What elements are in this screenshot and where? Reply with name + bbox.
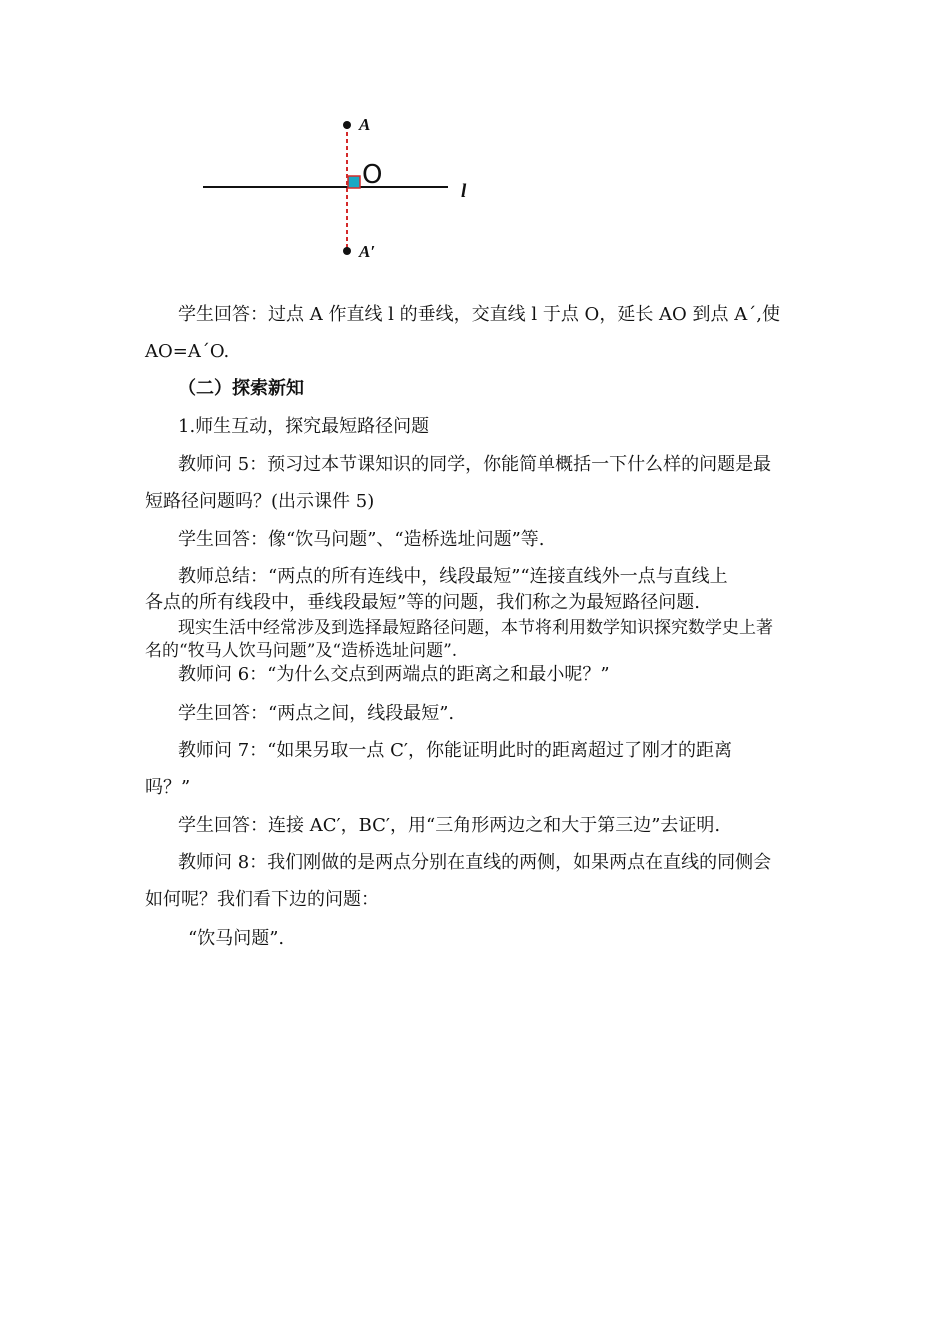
- context-line2: 名的“牧马人饮马问题”及“造桥选址问题”.: [145, 641, 458, 661]
- teacher-summary-line1: 教师总结：“两点的所有连线中，线段最短”“连接直线外一点与直线上: [178, 566, 728, 587]
- right-angle-square: [348, 176, 360, 188]
- student-answer-1-line1: 学生回答：过点 A 作直线 l 的垂线，交直线 l 于点 O，延长 AO 到点 A´,使: [178, 304, 780, 325]
- label-o: O: [362, 160, 383, 190]
- student-answer-2: 学生回答：像“饮马问题”、“造桥选址问题”等.: [178, 529, 545, 550]
- context-line1: 现实生活中经常涉及到选择最短路径问题，本节将利用数学知识探究数学史上著: [178, 618, 773, 638]
- label-a-prime: A′: [359, 242, 376, 261]
- teacher-question-5-line1: 教师问 5：预习过本节课知识的同学，你能简单概括一下什么样的问题是最: [178, 454, 772, 475]
- teacher-question-6: 教师问 6：“为什么交点到两端点的距离之和最小呢？”: [178, 664, 610, 685]
- point-a: [343, 121, 351, 129]
- student-answer-3: 学生回答：“两点之间，线段最短”.: [178, 703, 455, 724]
- student-answer-1-line2: AO=A´O.: [145, 341, 230, 362]
- point-a-prime: [343, 247, 351, 255]
- teacher-question-7-line1: 教师问 7：“如果另取一点 C′，你能证明此时的距离超过了刚才的距离: [178, 740, 732, 761]
- section-heading: （二）探索新知: [178, 378, 304, 399]
- label-l: l: [461, 181, 467, 202]
- perpendicular-figure: [190, 108, 490, 268]
- teacher-question-5-line2: 短路径问题吗？(出示课件 5): [145, 491, 375, 512]
- teacher-question-8-line2: 如何呢？我们看下边的问题：: [145, 889, 379, 910]
- teacher-question-7-line2: 吗？”: [145, 777, 191, 798]
- label-a: A: [359, 115, 371, 134]
- teacher-question-8-line1: 教师问 8：我们刚做的是两点分别在直线的两侧，如果两点在直线的同侧会: [178, 852, 772, 873]
- figure-canvas: [190, 108, 490, 268]
- student-answer-4: 学生回答：连接 AC′，BC′，用“三角形两边之和大于第三边”去证明.: [178, 815, 721, 836]
- topic-title: 1.师生互动，探究最短路径问题: [178, 416, 430, 437]
- teacher-summary-line2: 各点的所有线段中，垂线段最短”等的问题，我们称之为最短路径问题.: [145, 592, 700, 613]
- horse-problem-label: “饮马问题”.: [188, 928, 285, 949]
